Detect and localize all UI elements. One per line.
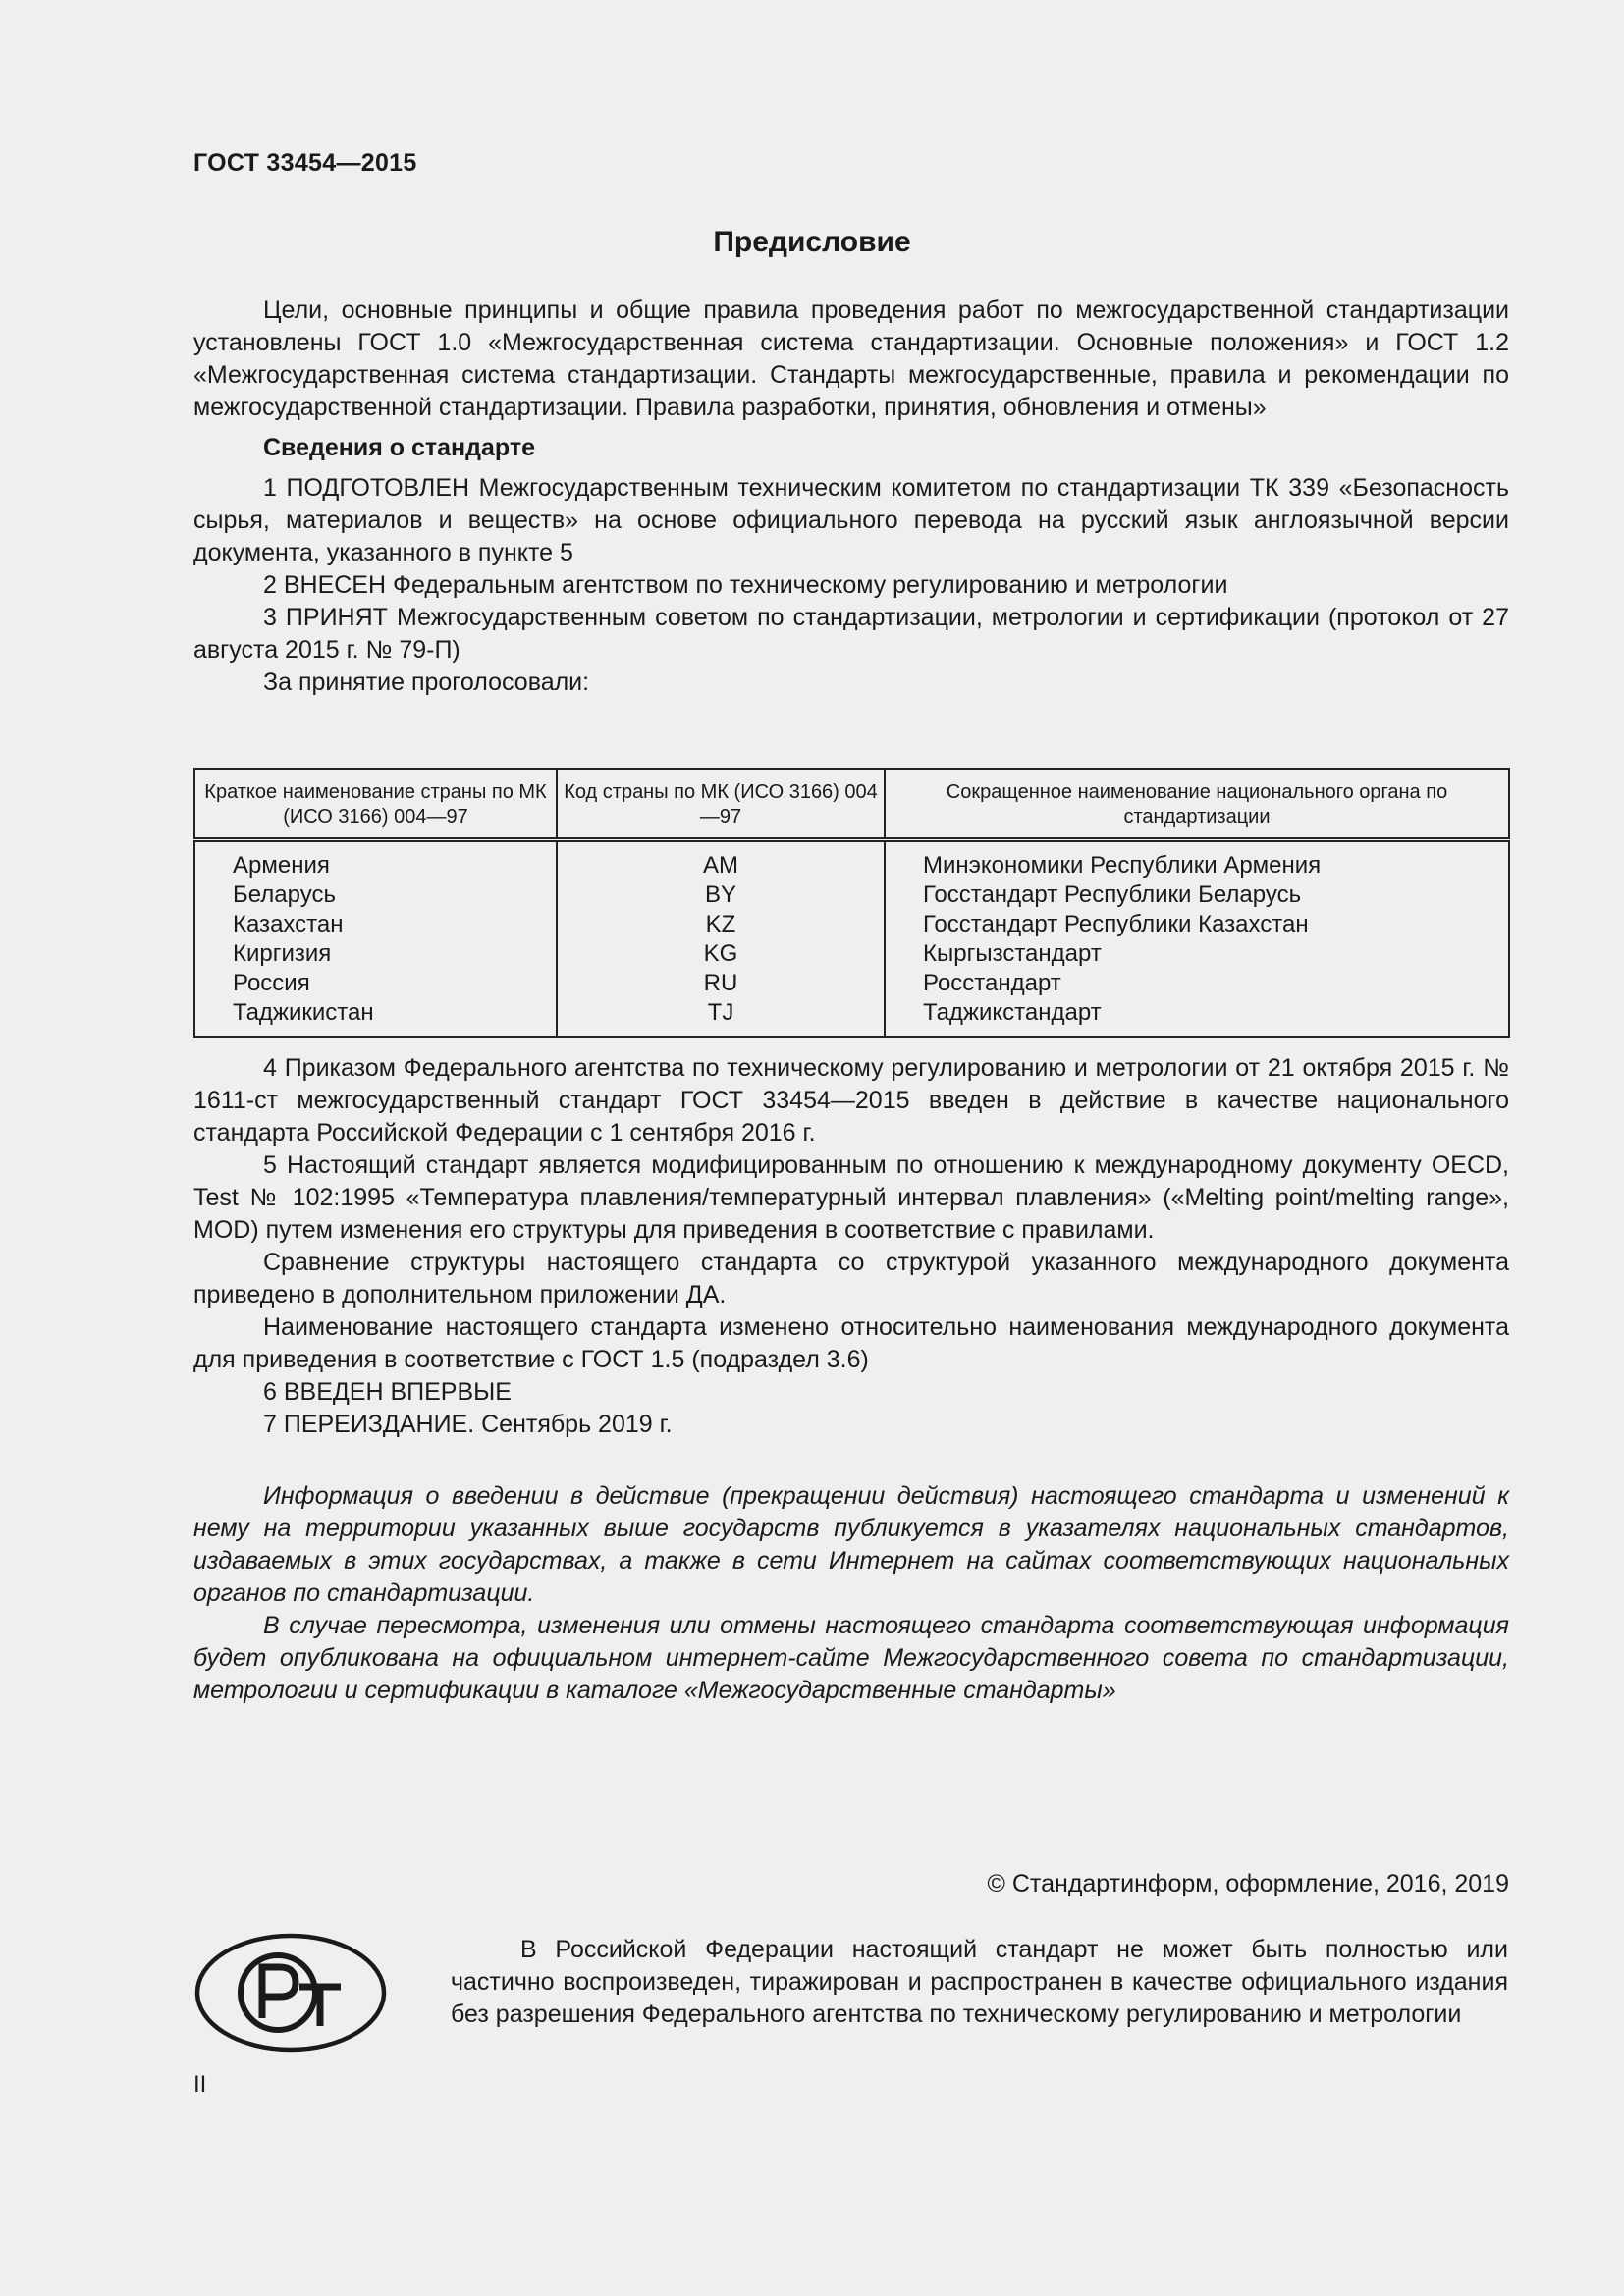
info-notice: Информация о введении в действие (прекращении действия) настоящего стандарта и изменений к нему на территории указанных выше государств публикуется в указателях национальных стандартов, издаваемых в этих государствах, а также в сети Интернет на сайтах соответствующих национальных органов по стандартизации.: [193, 1482, 1509, 1607]
org-cell: Росстандарт: [885, 969, 1509, 998]
table-row: [194, 939, 1509, 969]
country-cell: Россия: [233, 970, 310, 996]
legal-notice: В Российской Федерации настоящий стандарт не может быть полностью или частично воспроизведен, тиражирован и распространен в качестве официального издания без разрешения Федерального агентства по техническому регулированию и метрологии: [451, 1936, 1508, 2028]
revision-notice: В случае пересмотра, изменения или отмены настоящего стандарта соответствующая информация будет опубликована на официальном интернет-сайте Межгосударственного совета по стандартизации, метрологии и сертификации в каталоге «Межгосударственные стандарты»: [193, 1612, 1509, 1704]
copyright: © Стандартинформ, оформление, 2016, 2019: [987, 1870, 1509, 1897]
org-cell: Госстандарт Республики Казахстан: [885, 910, 1509, 939]
table-row: [194, 840, 1509, 881]
info-heading: Сведения о стандарте: [263, 434, 536, 461]
item-7: 7 ПЕРЕИЗДАНИЕ. Сентябрь 2019 г.: [263, 1411, 673, 1438]
col-header-code: Код страны по МК (ИСО 3166) 004—97: [557, 769, 885, 840]
country-cell: Таджикистан: [233, 999, 374, 1026]
item-1: 1 ПОДГОТОВЛЕН Межгосударственным техническим комитетом по стандартизации ТК 339 «Безопасность сырья, материалов и веществ» на основе официального перевода на русский язык англоязычной версии документа, указанного в пункте 5: [193, 474, 1509, 566]
code-cell: AM: [557, 840, 885, 881]
standard-code: ГОСТ 33454—2015: [193, 149, 417, 177]
table-row: [194, 881, 1509, 910]
table-row: [194, 969, 1509, 998]
country-cell: Беларусь: [233, 881, 336, 908]
item-2: 2 ВНЕСЕН Федеральным агентством по техническому регулированию и метрологии: [263, 571, 1228, 599]
org-cell: Госстандарт Республики Беларусь: [885, 881, 1509, 910]
country-cell: Армения: [233, 852, 330, 879]
col-header-country: Краткое наименование страны по МК (ИСО 3166) 004—97: [194, 769, 557, 840]
item-5: 5 Настоящий стандарт является модифицированным по отношению к международному документу OECD, Test № 102:1995 «Температура плавления/температурный интервал плавления» («Melting point/melting range», MOD) путем изменения его структуры для приведения в соответствие с правилами.: [193, 1151, 1509, 1244]
item-5-compare: Сравнение структуры настоящего стандарта со структурой указанного международного документа приведено в дополнительном приложении ДА.: [193, 1249, 1509, 1308]
page-title: Предисловие: [713, 226, 911, 258]
code-cell: BY: [557, 881, 885, 910]
item-3: 3 ПРИНЯТ Межгосударственным советом по стандартизации, метрологии и сертификации (протокол от 27 августа 2015 г. № 79-П): [193, 604, 1509, 664]
country-cell: Киргизия: [233, 940, 332, 967]
code-cell: RU: [557, 969, 885, 998]
table-header-row: [194, 769, 1509, 840]
country-cell: Казахстан: [233, 911, 344, 937]
code-cell: KZ: [557, 910, 885, 939]
item-4: 4 Приказом Федерального агентства по техническому регулированию и метрологии от 21 октября 2015 г. № 1611-ст межгосударственный стандарт ГОСТ 33454—2015 введен в действие в качестве национального стандарта Российской Федерации с 1 сентября 2016 г.: [193, 1054, 1509, 1147]
rst-logo-icon: [193, 1932, 388, 2054]
table-row: [194, 910, 1509, 939]
voting-table: [193, 768, 1510, 1038]
org-cell: Минэкономики Республики Армения: [885, 840, 1509, 881]
item-5-name: Наименование настоящего стандарта изменено относительно наименования международного документа для приведения в соответствие с ГОСТ 1.5 (подраздел 3.6): [193, 1313, 1509, 1373]
notices: [193, 1480, 1509, 1707]
voted-label: За принятие проголосовали:: [263, 668, 590, 696]
col-header-org: Сокращенное наименование национального органа по стандартизации: [885, 769, 1509, 840]
item-6: 6 ВВЕДЕН ВПЕРВЫЕ: [263, 1378, 512, 1406]
code-cell: KG: [557, 939, 885, 969]
items-continued: [193, 1052, 1509, 1441]
page-number: II: [193, 2071, 207, 2098]
intro-paragraph: Цели, основные принципы и общие правила проведения работ по межгосударственной стандартизации установлены ГОСТ 1.0 «Межгосударственная система стандартизации. Основные положения» и ГОСТ 1.2 «Межгосударственная система стандартизации. Стандарты межгосударственные, правила и рекомендации по межгосударственной стандартизации. Правила разработки, принятия, обновления и отмены»: [193, 296, 1509, 421]
org-cell: Кыргызстандарт: [885, 939, 1509, 969]
org-cell: Таджикстандарт: [885, 998, 1509, 1037]
code-cell: TJ: [557, 998, 885, 1037]
table-row: [194, 998, 1509, 1037]
preface-body: [193, 294, 1509, 699]
